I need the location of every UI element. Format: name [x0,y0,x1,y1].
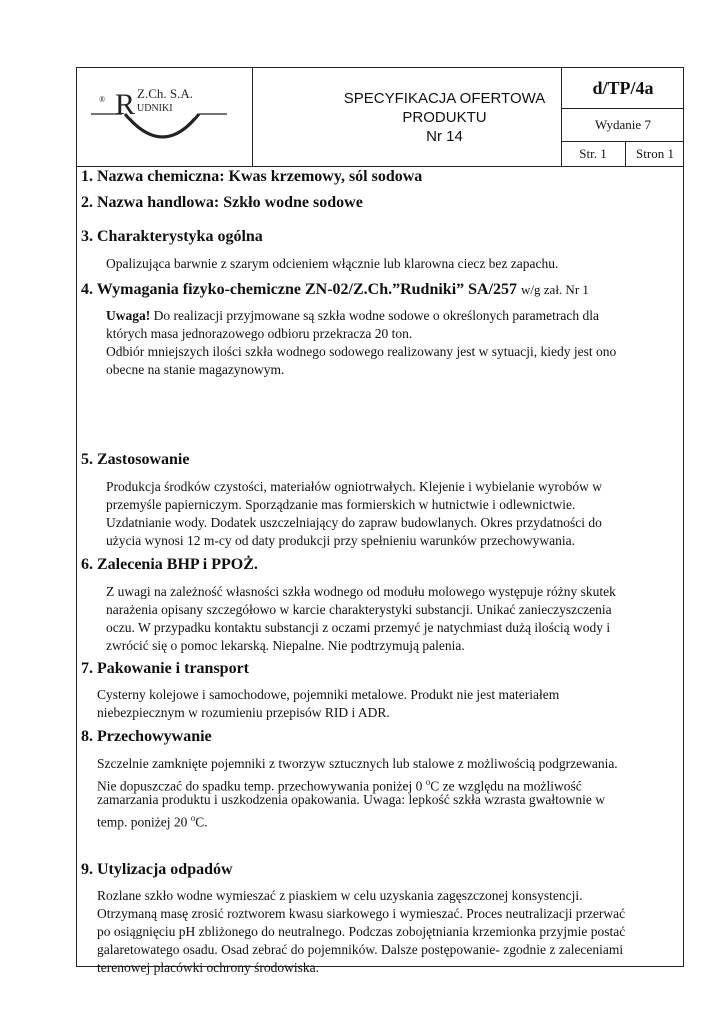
text-span: Nie dopuszczać do spadku temp. przechowywania poniżej 0 [97,778,426,794]
section-5-text [106,478,602,550]
text-span: Do realizacji przyjmowane są szkła wodne sodowe o określonych parametrach dla [150,308,599,323]
text-span: C ze względu na możliwość [430,778,582,794]
text-line [106,307,616,325]
logo-letter: R [115,88,136,121]
section-6-text [106,583,616,655]
section-4-heading [81,281,589,299]
page-number: Str. 1 [579,145,607,161]
text-line: przemyśle papierniczym. Sporządzanie mas formierskich w hutnictwie i odlewnictwie. [106,497,576,512]
spec-title-line: PRODUKTU [402,108,487,126]
section-6-heading: 6. Zalecenia BHP i PPOŻ. [81,556,258,573]
text-line: narażenia opisany szczegółowo w karcie charakterystyki substancji. Unikać zanieczyszczenia [106,602,612,617]
section-4-title: 4. Wymagania fizyko-chemiczne ZN-02/Z.Ch.”Rudniki” SA/257 [81,281,518,298]
section-4-text [106,307,616,379]
section-8-text [97,755,618,830]
text-line: terenowej placówki ochrony środowiska. [97,960,319,975]
text-line: zwrócić się o pomoc lekarską. Niepalne. Nie podtrzymują palenia. [106,638,465,653]
section-2-heading: 2. Nazwa handlowa: Szkło wodne sodowe [81,194,363,211]
pages-total: Stron 1 [636,145,674,161]
section-4-note: w/g zał. Nr 1 [521,282,589,297]
logo-company-name: Z.Ch. S.A. [137,86,193,101]
section-9-heading: 9. Utylizacja odpadów [81,861,233,878]
company-logo [77,68,252,166]
text-line: użycia wynosi 12 m-cy od daty produkcji przy spełnieniu warunków przechowywania. [106,533,575,548]
text-line: których masa jednorazowego odbioru przekracza 20 ton. [106,326,413,341]
note-label: Uwaga! [106,308,151,323]
logo-registered: ® [99,95,106,104]
text-line: Opalizująca barwnie z szarym odcieniem włącznie lub klarowna ciecz bez zapachu. [106,256,559,271]
section-3-heading: 3. Charakterystyka ogólna [81,228,263,245]
text-span: temp. poniżej 20 [97,814,191,830]
text-line: oczu. W przypadku kontaktu substancji z oczami przemyć je natychmiast dużą ilością wody i [106,620,611,635]
text-line: Z uwagi na zależność własności szkła wodnego od modułu molowego występuje różny skutek [106,584,616,599]
text-line: galaretowatego osadu. Osad zebrać do pojemników. Dalsze postępowanie- zgodnie z zaleceniami [97,942,624,957]
text-line: Cysterny kolejowe i samochodowe, pojemniki metalowe. Produkt nie jest materiałem [97,687,560,702]
section-3-text [106,255,558,273]
logo-udniki: UDNIKI [137,103,173,114]
text-line: Rozlane szkło wodne wymieszać z piaskiem w celu uzyskania zagęszczonej konsystencji. [97,888,583,903]
spec-number: Nr 14 [426,127,463,145]
document-frame [76,67,684,975]
text-line: Odbiór mniejszych ilości szkła wodnego sodowego realizowany jest w sytuacji, kiedy jest ono [106,344,617,359]
text-line: zamarzania produktu i uszkodzenia opakowania. Uwaga: lepkość szkła wzrasta gwałtownie w [97,792,605,807]
text-line: Otrzymaną masę zrosić roztworem kwasu siarkowego i wymieszać. Proces neutralizacji przerwać [97,906,626,921]
text-line: Uzdatnianie wody. Dodatek uszczelniający do zapraw budowlanych. Okres przydatności do [106,515,602,530]
section-7-heading: 7. Pakowanie i transport [81,660,249,677]
text-line: obecne na stanie magazynowym. [106,362,285,377]
section-1-heading: 1. Nazwa chemiczna: Kwas krzemowy, sól sodowa [81,168,423,185]
text-line: Szczelnie zamknięte pojemniki z tworzyw sztucznych lub stalowe z możliwością podgrzewania. [97,756,618,771]
text-line: niebezpiecznym w rozumieniu przepisów RID i ADR. [97,705,390,720]
section-5-heading: 5. Zastosowanie [81,451,190,468]
section-7-text [97,686,559,722]
text-line: Produkcja środków czystości, materiałów ogniotrwałych. Klejenie i wybielanie wyrobów w [106,479,602,494]
edition-label: Wydanie 7 [595,116,651,132]
text-line: po osiągnięciu pH zbliżonego do neutralnego. Podczas zobojętniania krzemionka przyjmie postać [97,924,626,939]
header-divider [77,166,683,167]
rudniki-logo-icon [77,68,252,166]
text-line [97,773,618,794]
text-span: C. [195,814,208,830]
document-code: d/TP/4a [592,77,654,98]
degree-mark: o [190,813,196,823]
section-8-heading: 8. Przechowywanie [81,728,212,745]
section-9-text [97,887,625,977]
degree-mark: o [425,777,431,787]
text-line [97,809,618,830]
spec-title-line: SPECYFIKACJA OFERTOWA [343,89,546,107]
